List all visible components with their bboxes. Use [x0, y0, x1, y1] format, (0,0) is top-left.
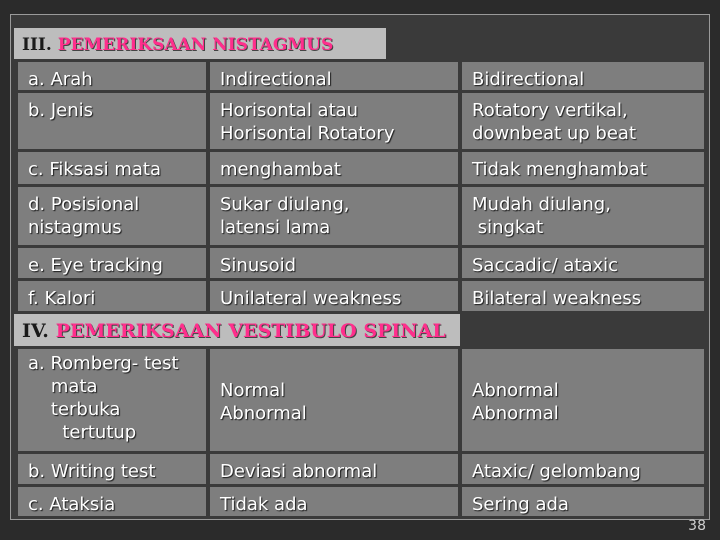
row-value-col2: Bidirectional [462, 62, 704, 90]
row-value-col2: Rotatory vertikal, downbeat up beat [462, 93, 704, 149]
row-value-col1: Tidak ada [210, 487, 458, 516]
row-value-col1: menghambat [210, 152, 458, 184]
section-number: IV. [22, 320, 49, 342]
row-label: a. Arah [18, 62, 206, 90]
row-value-col1: Indirectional [210, 62, 458, 90]
row-label: d. Posisional nistagmus [18, 187, 206, 245]
row-value-col2: Bilateral weakness [462, 281, 704, 311]
row-label: a. Romberg- test mata terbuka tertutup [18, 349, 206, 451]
row-label: e. Eye tracking [18, 248, 206, 278]
row-value-col2: Ataxic/ gelombang [462, 454, 704, 484]
row-value-col1: Sukar diulang, latensi lama [210, 187, 458, 245]
row-label: b. Jenis [18, 93, 206, 149]
row-value-col1: Unilateral weakness [210, 281, 458, 311]
row-label: c. Ataksia [18, 487, 206, 516]
row-value-col1: Deviasi abnormal [210, 454, 458, 484]
row-value-col2: Mudah diulang, singkat [462, 187, 704, 245]
row-value-col2: Saccadic/ ataxic [462, 248, 704, 278]
row-value-col2: Tidak menghambat [462, 152, 704, 184]
section-header-nistagmus [14, 28, 386, 59]
row-label: c. Fiksasi mata [18, 152, 206, 184]
row-value-col2: Abnormal Abnormal [462, 349, 704, 451]
section-header-vestibulo-spinal [14, 314, 460, 346]
row-value-col1: Normal Abnormal [210, 349, 458, 451]
section-title: PEMERIKSAAN NISTAGMUS [57, 35, 334, 55]
section-number: III. [22, 35, 52, 55]
row-value-col2: Sering ada [462, 487, 704, 516]
section-title: PEMERIKSAAN VESTIBULO SPINAL [55, 320, 446, 342]
row-value-col1: Horisontal atau Horisontal Rotatory [210, 93, 458, 149]
row-label: b. Writing test [18, 454, 206, 484]
row-label: f. Kalori [18, 281, 206, 311]
row-value-col1: Sinusoid [210, 248, 458, 278]
page-number: 38 [688, 518, 706, 534]
